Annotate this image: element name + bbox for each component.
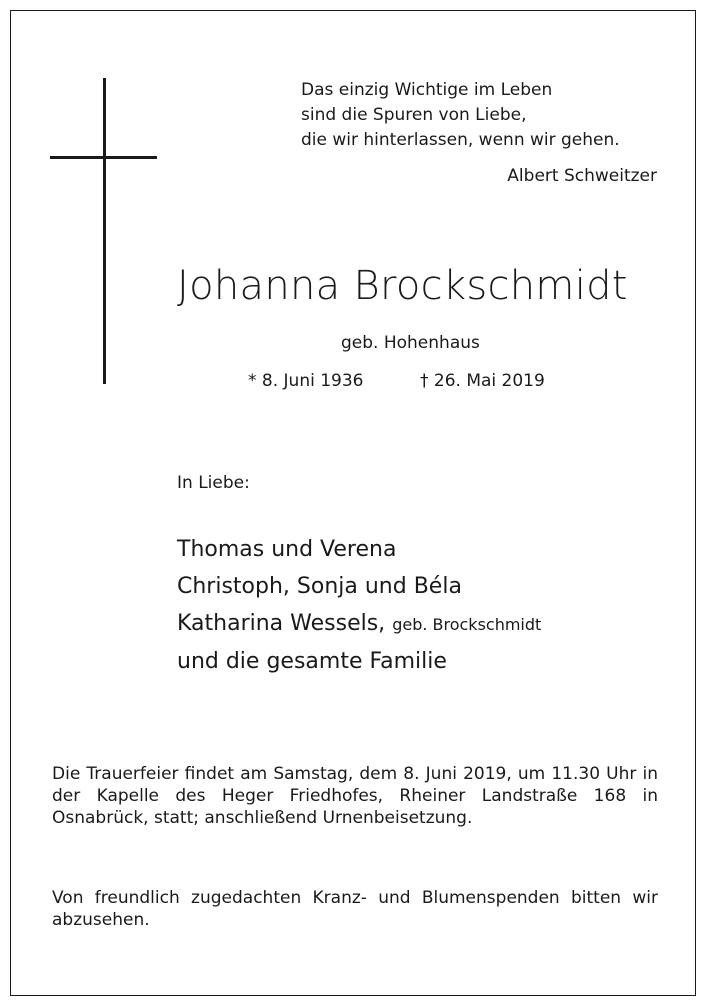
cross-icon-horizontal bbox=[50, 156, 157, 159]
mourner-line: Christoph, Sonja und Béla bbox=[177, 574, 462, 599]
birth-date: * 8. Juni 1936 bbox=[248, 371, 364, 391]
mourner-line bbox=[177, 605, 541, 643]
quote bbox=[301, 78, 620, 153]
mourner-name: Katharina Wessels, bbox=[177, 611, 386, 636]
funeral-notice: Die Trauerfeier findet am Samstag, dem 8. Juni 2019, um 11.30 Uhr in der Kapelle des Heger Friedhofes, Rheiner Landstraße 168 in Osnabrück, statt; anschließend Urnenbeisetzung. bbox=[52, 764, 658, 828]
mourner-line: Thomas und Verena bbox=[177, 537, 397, 562]
mourner-maiden-name: geb. Brockschmidt bbox=[392, 615, 542, 634]
flowers-notice: Von freundlich zugedachten Kranz- und Blumenspenden bitten wir abzusehen. bbox=[52, 888, 658, 930]
obituary-page bbox=[10, 10, 696, 996]
death-date: † 26. Mai 2019 bbox=[420, 371, 545, 391]
cross-icon-vertical bbox=[103, 78, 106, 384]
quote-line: die wir hinterlassen, wenn wir gehen. bbox=[301, 130, 620, 150]
maiden-name: geb. Hohenhaus bbox=[341, 333, 480, 353]
quote-line: sind die Spuren von Liebe, bbox=[301, 105, 527, 125]
deceased-name: Johanna Brockschmidt bbox=[177, 263, 628, 309]
quote-line: Das einzig Wichtige im Leben bbox=[301, 80, 553, 100]
mourners-intro: In Liebe: bbox=[177, 473, 250, 493]
quote-author: Albert Schweitzer bbox=[507, 166, 657, 186]
mourner-line: und die gesamte Familie bbox=[177, 649, 447, 674]
mourners-list bbox=[177, 531, 541, 680]
